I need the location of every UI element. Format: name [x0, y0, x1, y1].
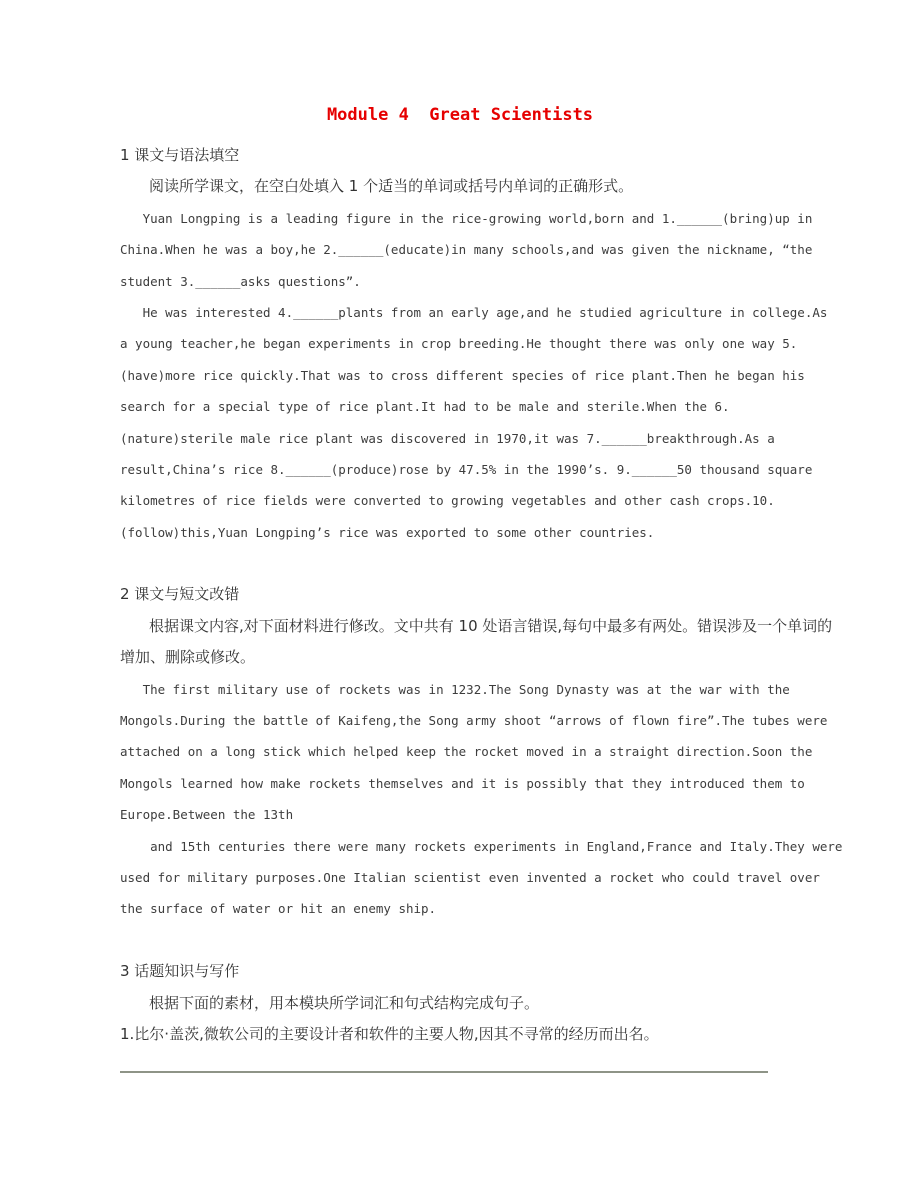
- text-line: student 3.______asks questions”.: [120, 273, 361, 289]
- text-line: (nature)sterile male rice plant was discovered in 1970,it was 7.______breakthrough.As a: [120, 430, 775, 446]
- text-line: kilometres of rice fields were converted to growing vegetables and other cash crops.10.: [120, 493, 775, 509]
- text-line: Mongols.During the battle of Kaifeng,the Song army shoot “arrows of flown fire”.The tubes were: [120, 713, 828, 729]
- section1-heading: 1 课文与语法填空: [120, 146, 240, 164]
- answer-line[interactable]: [120, 1071, 768, 1073]
- text-line: Mongols learned how make rockets themselves and it is possibly that they introduced them to: [120, 775, 805, 791]
- text-line: search for a special type of rice plant.It had to be male and sterile.When the 6.: [120, 399, 730, 415]
- text-line: He was interested 4.______plants from an early age,and he studied agriculture in college.As: [120, 304, 828, 320]
- text-line: the surface of water or hit an enemy ship.: [120, 901, 437, 917]
- section2-instruction: 增加、删除或修改。: [120, 648, 256, 667]
- text-line: Yuan Longping is a leading figure in the rice-growing world,born and 1.______(bring)up in: [120, 210, 813, 226]
- section3-heading: 3 话题知识与写作: [120, 962, 240, 981]
- text-line: a young teacher,he began experiments in crop breeding.He thought there was only one way 5.: [120, 336, 798, 352]
- text-line: Europe.Between the 13th: [120, 807, 294, 823]
- section3-instruction: 根据下面的素材，用本模块所学词汇和句式结构完成句子。: [149, 993, 540, 1012]
- section2-instruction: 根据课文内容,对下面材料进行修改。文中共有 10 处语言错误,每句中最多有两处。错误涉及一个单词的: [149, 616, 833, 635]
- text-line: (have)more rice quickly.That was to cross different species of rice plant.Then he began his: [120, 367, 805, 383]
- text-line: China.When he was a boy,he 2.______(educate)in many schools,and was given the nickname, “the: [120, 242, 813, 258]
- section1-instruction: 阅读所学课文，在空白处填入 1 个适当的单词或括号内单词的正确形式。: [149, 177, 634, 196]
- text-line: result,China’s rice 8.______(produce)rose by 47.5% in the 1990’s. 9.______50 thousand square: [120, 461, 813, 477]
- text-line: and 15th centuries there were many rockets experiments in England,France and Italy.They were: [120, 838, 843, 854]
- text-line: (follow)this,Yuan Longping’s rice was exported to some other countries.: [120, 524, 655, 540]
- section2-heading: 2 课文与短文改错: [120, 585, 240, 604]
- writing-item-1: 1.比尔·盖茨,微软公司的主要设计者和软件的主要人物,因其不寻常的经历而出名。: [120, 1024, 659, 1043]
- text-line: attached on a long stick which helped keep the rocket moved in a straight direction.Soon the: [120, 744, 813, 760]
- page-title: Module 4 Great Scientists: [326, 105, 594, 125]
- text-line: used for military purposes.One Italian scientist even invented a rocket who could travel over: [120, 869, 820, 885]
- text-line: The first military use of rockets was in 1232.The Song Dynasty was at the war with the: [120, 681, 790, 697]
